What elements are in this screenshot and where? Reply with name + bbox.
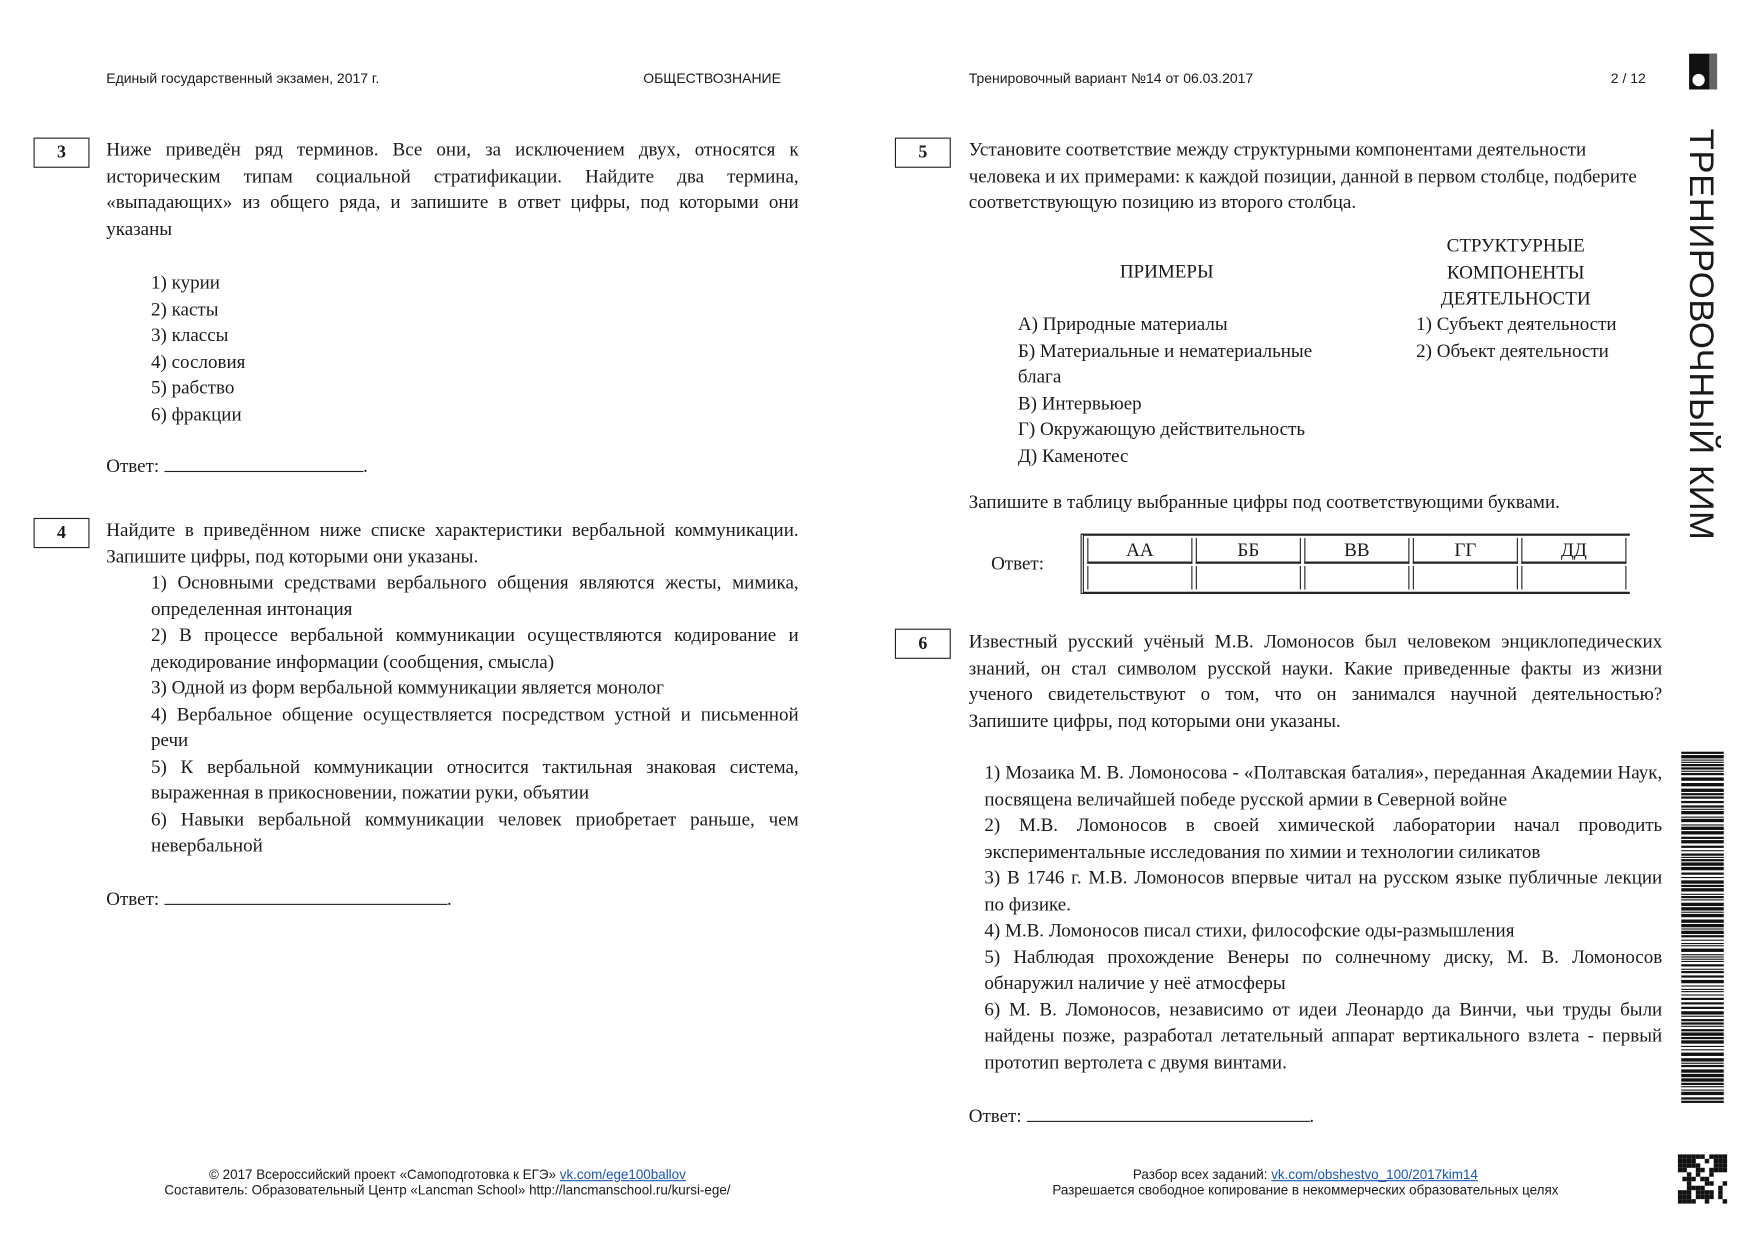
- task5-text: Установите соответствие между структурными компонентами деятельности человека и их примерами: к каждой позиции, данной в первом столбце, подберите соответствующую позицию из второго столбца.: [968, 138, 1637, 213]
- barcode-bar: [1681, 949, 1724, 952]
- barcode-bar: [1681, 859, 1724, 861]
- barcode-bar: [1681, 796, 1724, 798]
- list-item: Г) Окружающую действительность: [1017, 418, 1306, 440]
- task4-text: Найдите в приведённом ниже списке характеристики вербальной коммуникации. Запишите цифры, под которыми они указаны.: [106, 519, 799, 567]
- header-variant: Тренировочный вариант №14 от 06.03.2017: [968, 70, 1254, 87]
- barcode-bar: [1681, 771, 1724, 772]
- qr-module: [1723, 1168, 1727, 1172]
- barcode-bar: [1681, 755, 1724, 758]
- answer-cell[interactable]: [1087, 566, 1192, 589]
- task-number-3: 3: [34, 138, 90, 168]
- barcode-bar: [1681, 777, 1724, 780]
- barcode-bar: [1681, 969, 1724, 970]
- barcode-bar: [1681, 1065, 1724, 1067]
- qr-module: [1723, 1181, 1727, 1185]
- task-number-5: 5: [895, 138, 951, 168]
- task4-answer: Ответ: .: [106, 886, 451, 912]
- barcode-bar: [1681, 985, 1724, 986]
- qr-module: [1705, 1199, 1709, 1203]
- barcode-bar: [1681, 964, 1724, 966]
- barcode-bar: [1681, 1011, 1724, 1014]
- task3-answer: Ответ: .: [106, 453, 368, 479]
- column-header-examples: ПРИМЕРЫ: [1119, 260, 1214, 282]
- barcode-bar: [1681, 801, 1724, 803]
- barcode-bar: [1681, 1022, 1724, 1024]
- barcode-bar: [1681, 956, 1724, 957]
- barcode-bar: [1681, 846, 1724, 848]
- barcode-bar: [1681, 1007, 1724, 1009]
- barcode-bar: [1681, 888, 1724, 891]
- qr-module: [1723, 1199, 1727, 1203]
- task5-instruction: Запишите в таблицу выбранные цифры под соответствующими буквами.: [968, 491, 1560, 513]
- list-item: 5) рабство: [151, 376, 235, 399]
- list-item: 6) М. В. Ломоносов, независимо от идеи Леонардо да Винчи, чьи труды были найдены позже, разработал летательный аппарат вертикального взлета - первый прототип вертолета с двумя винтами.: [984, 998, 1663, 1073]
- answer-cell[interactable]: [1304, 566, 1409, 589]
- list-item: 6) Навыки вербальной коммуникации человек приобретает раньше, чем невербальной: [151, 808, 799, 856]
- barcode-bar: [1681, 975, 1724, 977]
- list-item: 5) Наблюдая прохождение Венеры по солнечному диску, М. В. Ломоносов обнаружил наличие у неё атмосферы: [984, 945, 1663, 994]
- barcode-bar: [1681, 1026, 1724, 1027]
- barcode-bar: [1681, 805, 1724, 807]
- barcode-bar: [1681, 924, 1724, 927]
- barcode-bar: [1681, 827, 1724, 830]
- barcode-bar: [1681, 811, 1724, 814]
- footer-analysis-label: Разбор всех заданий:: [1132, 1166, 1268, 1183]
- logo-icon: [1689, 54, 1717, 90]
- qr-module: [1705, 1159, 1709, 1163]
- barcode-bar: [1681, 767, 1724, 769]
- barcode-bar: [1681, 877, 1724, 878]
- list-item: 6) фракции: [151, 403, 242, 425]
- answer-field[interactable]: [1026, 1103, 1309, 1122]
- barcode-bar: [1681, 752, 1724, 754]
- barcode-bar: [1681, 837, 1724, 839]
- header-exam: Единый государственный экзамен, 2017 г.: [106, 70, 380, 87]
- task4-list: [151, 569, 799, 858]
- barcode-bar: [1681, 1083, 1724, 1085]
- barcode-bar: [1681, 959, 1724, 960]
- list-item: 4) сословия: [151, 350, 246, 372]
- answer-cell[interactable]: [1413, 566, 1518, 589]
- barcode-bar: [1681, 809, 1724, 810]
- barcode-bar: [1681, 824, 1724, 825]
- barcode-bar: [1681, 1037, 1724, 1039]
- barcode-bar: [1681, 1078, 1724, 1081]
- barcode-bar: [1681, 831, 1724, 834]
- list-item: 3) Одной из форм вербальной коммуникации является монолог: [151, 676, 664, 699]
- answer-table: [1081, 534, 1630, 594]
- footer-right: [970, 1167, 1641, 1198]
- list-item: 1) Субъект деятельности: [1416, 313, 1617, 335]
- qr-module: [1709, 1172, 1713, 1176]
- barcode-bar: [1681, 773, 1724, 775]
- barcode-bar: [1681, 896, 1724, 898]
- answer-cell[interactable]: [1521, 566, 1626, 589]
- barcode-bar: [1681, 1101, 1724, 1103]
- barcode-bar: [1681, 994, 1724, 995]
- barcode-bar: [1681, 907, 1724, 910]
- barcode-bar: [1681, 903, 1724, 906]
- qr-module: [1709, 1181, 1713, 1185]
- barcode-bar: [1681, 931, 1724, 934]
- task6-text: Известный русский учёный М.В. Ломоносов был человеком энциклопедических знаний, он стал символом русской науки. Какие приведенные факты из жизни ученого свидетельствуют о том, что он занимался научной деятельностью? Запишите цифры, под которыми они указаны.: [968, 630, 1663, 732]
- barcode-bar: [1681, 857, 1724, 858]
- column-letter: ГГ: [1413, 538, 1518, 564]
- barcode-bar: [1681, 998, 1724, 1000]
- task-number-6: 6: [895, 629, 951, 659]
- barcode-bar: [1681, 853, 1724, 855]
- barcode-bar: [1681, 1046, 1724, 1047]
- qr-module: [1709, 1195, 1713, 1199]
- barcode-bar: [1681, 1074, 1724, 1077]
- barcode-bar: [1681, 1032, 1724, 1035]
- barcode-bar: [1681, 840, 1724, 843]
- qr-module: [1691, 1177, 1695, 1181]
- barcode-bar: [1681, 1069, 1724, 1072]
- barcode-bar: [1681, 899, 1724, 900]
- footer-copyright: © 2017 Всероссийский проект «Самоподготовка к ЕГЭ»: [209, 1166, 556, 1183]
- list-item: 1) курии: [151, 271, 220, 294]
- list-item: 2) касты: [151, 298, 219, 320]
- answer-table-header: [1087, 538, 1626, 564]
- barcode-bar: [1681, 1053, 1724, 1056]
- barcode-bar: [1681, 880, 1724, 883]
- barcode-bar: [1681, 817, 1724, 818]
- list-item: В) Интервьюер: [1017, 392, 1142, 414]
- list-item: 2) В процессе вербальной коммуникации осуществляются кодирование и декодирование информации (сообщения, смысла): [151, 624, 799, 672]
- barcode-bar: [1681, 1040, 1724, 1043]
- barcode-bar: [1681, 989, 1724, 990]
- column-letter: ДД: [1521, 538, 1626, 564]
- answer-label: Ответ:: [991, 552, 1045, 574]
- barcode-bar: [1681, 943, 1724, 944]
- barcode-bar: [1681, 1049, 1724, 1050]
- list-item: 3) классы: [151, 324, 229, 346]
- footer-left: [112, 1167, 783, 1198]
- answer-field[interactable]: [164, 453, 363, 472]
- barcode-bar: [1681, 1097, 1724, 1099]
- barcode-bar: [1681, 980, 1724, 983]
- barcode-bar: [1681, 945, 1724, 946]
- barcode-bar: [1681, 919, 1724, 922]
- answer-field[interactable]: [164, 886, 447, 905]
- answer-cell[interactable]: [1196, 566, 1301, 589]
- list-item: 2) Объект деятельности: [1416, 339, 1609, 361]
- task3-text: Ниже приведён ряд терминов. Все они, за исключением двух, относятся к историческим типам социальной стратификации. Найдите два термина, «выпадающих» из общего ряда, и запишите в ответ цифры, под которыми они указаны: [106, 138, 799, 239]
- header-subject: ОБЩЕСТВОЗНАНИЕ: [643, 70, 781, 87]
- answer-label: Ответ:: [968, 1105, 1022, 1127]
- qr-module: [1691, 1199, 1695, 1203]
- side-label: ТРЕНИРОВОЧНЫЙ КИМ: [1682, 128, 1722, 541]
- barcode-bar: [1681, 1086, 1724, 1087]
- barcode-bar: [1681, 1063, 1724, 1064]
- barcode-bar: [1681, 789, 1724, 792]
- list-item: 3) В 1746 г. М.В. Ломоносов впервые читал на русском языке публичные лекции по физике.: [984, 866, 1663, 915]
- answer-label: Ответ:: [106, 455, 160, 477]
- list-item: 1) Мозаика М. В. Ломоносова - «Полтавская баталия», переданная Академии Наук, посвящена величайшей победе русской армии в Северной войне: [984, 761, 1663, 810]
- column-header-components: СТРУКТУРНЫЕ КОМПОНЕНТЫ ДЕЯТЕЛЬНОСТИ: [1440, 234, 1591, 309]
- barcode-bar: [1681, 954, 1724, 955]
- barcode-bar: [1681, 1029, 1724, 1031]
- examples-list: [1018, 311, 1354, 469]
- list-item: 4) Вербальное общение осуществляется посредством устной и письменной речи: [151, 703, 799, 751]
- barcode-bar: [1681, 885, 1724, 887]
- barcode-bar: [1681, 850, 1724, 851]
- list-item: 4) М.В. Ломоносов писал стихи, философские оды-размышления: [984, 919, 1515, 941]
- barcode-bar: [1681, 912, 1724, 913]
- answer-table-row: [1087, 566, 1626, 589]
- list-item: 1) Основными средствами вербального общения являются жесты, мимика, определенная интонация: [151, 571, 799, 620]
- barcode-bar: [1681, 1016, 1724, 1017]
- barcode-bar: [1681, 1019, 1724, 1021]
- barcode-bar: [1681, 1092, 1724, 1095]
- list-item: А) Природные материалы: [1017, 313, 1228, 335]
- qr-module: [1700, 1168, 1704, 1172]
- task-number-4: 4: [34, 518, 90, 548]
- task6-list: [984, 760, 1662, 1075]
- barcode-bar: [1681, 873, 1724, 875]
- footer-license: Разрешается свободное копирование в некоммерческих образовательных целях: [1052, 1182, 1559, 1199]
- barcode-bar: [1681, 894, 1724, 895]
- footer-link-analysis[interactable]: vk.com/obshestvo_100/2017kim14: [1271, 1166, 1478, 1183]
- barcode-bar: [1681, 764, 1724, 766]
- barcode-bar: [1681, 1058, 1724, 1061]
- barcode-bar: [1681, 971, 1724, 973]
- barcode-bar: [1681, 961, 1724, 962]
- task6-answer: Ответ: .: [969, 1103, 1314, 1129]
- barcode-bar: [1681, 928, 1724, 929]
- barcode-bar: [1681, 783, 1724, 786]
- components-list: [1416, 311, 1662, 364]
- barcode-bar: [1681, 914, 1724, 917]
- barcode-bar: [1681, 760, 1724, 761]
- barcode-bar: [1681, 1002, 1724, 1004]
- barcode-bar: [1681, 1090, 1724, 1091]
- list-item: Б) Материальные и нематериальные блага: [1017, 339, 1313, 388]
- barcode-bar: [1681, 819, 1724, 822]
- page-number: 2 / 12: [1610, 70, 1646, 87]
- column-letter: ВВ: [1304, 538, 1409, 564]
- barcode-bar: [1681, 793, 1724, 795]
- footer-link-vk[interactable]: vk.com/ege100ballov: [559, 1166, 686, 1183]
- list-item: Д) Каменотес: [1017, 444, 1129, 466]
- barcode-bar: [1681, 935, 1724, 937]
- column-letter: ББ: [1196, 538, 1301, 564]
- list-item: 2) М.В. Ломоносов в своей химической лаборатории начал проводить экспериментальные исследования по химии и технологии силикатов: [984, 814, 1663, 862]
- column-letter: АА: [1087, 538, 1192, 564]
- barcode-bar: [1681, 940, 1724, 941]
- barcode: [1681, 752, 1724, 1102]
- qr-code: [1678, 1154, 1727, 1203]
- barcode-bar: [1681, 991, 1724, 992]
- list-item: 5) К вербальной коммуникации относится тактильная знаковая система, выраженная в прикосновении, пожатии руки, объятии: [151, 755, 799, 804]
- footer-author: Составитель: Образовательный Центр «Lancman School» http://lancmanschool.ru/kursi-ege/: [164, 1182, 731, 1199]
- barcode-bar: [1681, 762, 1724, 763]
- answer-label: Ответ:: [106, 888, 160, 910]
- barcode-bar: [1681, 867, 1724, 870]
- task3-list: [151, 270, 245, 428]
- barcode-bar: [1681, 862, 1724, 865]
